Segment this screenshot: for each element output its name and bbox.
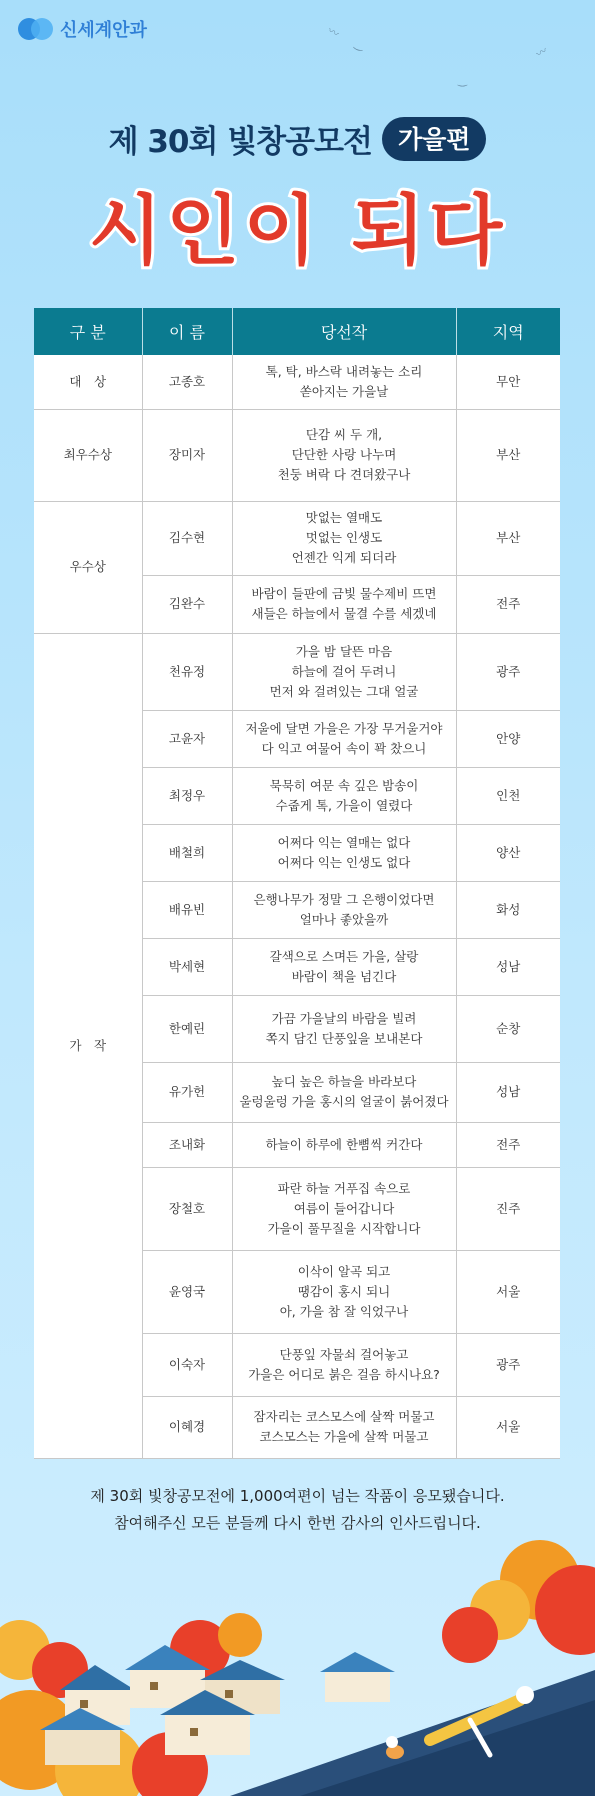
winner-region: 순창 bbox=[456, 995, 560, 1062]
winning-work bbox=[232, 767, 456, 824]
work-line: 먼저 와 걸려있는 그대 얼굴 bbox=[269, 683, 419, 699]
winning-work bbox=[232, 881, 456, 938]
autumn-town-illustration bbox=[0, 1540, 595, 1796]
contest-headline bbox=[0, 116, 595, 161]
work-line: 언젠간 익게 되더라 bbox=[291, 550, 397, 565]
winning-work bbox=[232, 1062, 456, 1122]
work-line: 바람이 책을 넘긴다 bbox=[291, 968, 397, 984]
thank-you-message bbox=[0, 1483, 595, 1537]
winner-name: 박세현 bbox=[142, 938, 232, 995]
work-line: 쏟아지는 가을날 bbox=[299, 383, 389, 399]
table-row bbox=[34, 409, 560, 501]
table-row bbox=[34, 501, 560, 575]
winning-work bbox=[232, 1396, 456, 1458]
award-category: 가 작 bbox=[34, 633, 142, 1458]
work-line: 가을이 풀무질을 시작합니다 bbox=[267, 1220, 421, 1236]
winner-name: 배유빈 bbox=[142, 881, 232, 938]
winners-table bbox=[34, 308, 560, 1459]
winner-region: 양산 bbox=[456, 824, 560, 881]
work-line: 잠자리는 코스모스에 살짝 머물고 bbox=[253, 1409, 435, 1424]
winner-name: 윤영국 bbox=[142, 1250, 232, 1333]
work-line: 파란 하늘 거푸집 속으로 bbox=[277, 1180, 411, 1196]
winning-work bbox=[232, 501, 456, 575]
winning-work bbox=[232, 355, 456, 409]
two-circles-logo-icon bbox=[18, 18, 54, 40]
table-header-row bbox=[34, 308, 560, 355]
work-line: 쪽지 담긴 단풍잎을 보내본다 bbox=[265, 1030, 423, 1046]
brand-logo[interactable] bbox=[18, 16, 147, 42]
work-line: 어쩌다 익는 열매는 없다 bbox=[277, 834, 411, 850]
winning-work bbox=[232, 575, 456, 633]
winner-region: 부산 bbox=[456, 409, 560, 501]
winner-region: 서울 bbox=[456, 1396, 560, 1458]
bird-icon: 〰 bbox=[325, 24, 342, 41]
winner-name: 고종호 bbox=[142, 355, 232, 409]
winning-work bbox=[232, 1250, 456, 1333]
award-category: 최우수상 bbox=[34, 409, 142, 501]
work-line: 울렁울렁 가을 홍시의 얼굴이 붉어졌다 bbox=[239, 1094, 449, 1109]
bird-icon: ‿ bbox=[353, 36, 366, 53]
winning-work bbox=[232, 710, 456, 767]
work-line: 은행나무가 정말 그 은행이었다면 bbox=[253, 891, 435, 907]
winner-region: 전주 bbox=[456, 575, 560, 633]
contest-title: 제 30회 빛창공모전 bbox=[108, 124, 372, 160]
work-line: 멋없는 인생도 bbox=[305, 530, 383, 545]
winner-region: 서울 bbox=[456, 1250, 560, 1333]
winner-region: 광주 bbox=[456, 1333, 560, 1396]
work-line: 톡, 탁, 바스락 내려놓는 소리 bbox=[265, 363, 423, 379]
work-line: 하늘이 하루에 한뼘씩 커간다 bbox=[265, 1136, 423, 1152]
work-line: 저울에 달면 가을은 가장 무거울거야 bbox=[245, 720, 443, 736]
winner-name: 유가헌 bbox=[142, 1062, 232, 1122]
winning-work bbox=[232, 1333, 456, 1396]
main-title: 시인이 되다 bbox=[88, 186, 507, 275]
award-category: 대 상 bbox=[34, 355, 142, 409]
work-line: 이삭이 알곡 되고 bbox=[297, 1263, 391, 1279]
winning-work bbox=[232, 1122, 456, 1167]
winner-name: 이혜경 bbox=[142, 1396, 232, 1458]
winner-region: 진주 bbox=[456, 1167, 560, 1250]
winner-name: 천유정 bbox=[142, 633, 232, 710]
winner-region: 무안 bbox=[456, 355, 560, 409]
winning-work bbox=[232, 633, 456, 710]
winning-work bbox=[232, 995, 456, 1062]
bird-icon: ‿ bbox=[458, 74, 467, 87]
header-category: 구 분 bbox=[34, 308, 142, 355]
work-line: 어쩌다 익는 인생도 없다 bbox=[277, 854, 411, 870]
winner-name: 장철호 bbox=[142, 1167, 232, 1250]
winner-region: 인천 bbox=[456, 767, 560, 824]
work-line: 다 익고 여물어 속이 꽉 찼으니 bbox=[261, 740, 427, 756]
winner-region: 부산 bbox=[456, 501, 560, 575]
winner-name: 배철희 bbox=[142, 824, 232, 881]
winner-name: 김수현 bbox=[142, 501, 232, 575]
winner-name: 장미자 bbox=[142, 409, 232, 501]
thank-you-line-1: 제 30회 빛창공모전에 1,000여편이 넘는 작품이 응모됐습니다. bbox=[90, 1487, 505, 1505]
work-line: 하늘에 걸어 두려니 bbox=[291, 663, 397, 679]
work-line: 땡감이 홍시 되니 bbox=[297, 1283, 391, 1299]
work-line: 아, 가을 참 잘 익었구나 bbox=[279, 1303, 409, 1319]
award-category: 우수상 bbox=[34, 501, 142, 633]
winner-name: 조내화 bbox=[142, 1122, 232, 1167]
work-line: 갈색으로 스며든 가을, 살랑 bbox=[269, 948, 419, 964]
work-line: 묵묵히 여문 속 깊은 밤송이 bbox=[269, 777, 419, 793]
winner-region: 전주 bbox=[456, 1122, 560, 1167]
work-line: 코스모스는 가을에 살짝 머물고 bbox=[259, 1429, 429, 1444]
winning-work bbox=[232, 824, 456, 881]
header-work: 당선작 bbox=[232, 308, 456, 355]
winning-work bbox=[232, 938, 456, 995]
work-line: 바람이 들판에 금빛 물수제비 뜨면 bbox=[251, 586, 437, 601]
winner-region: 광주 bbox=[456, 633, 560, 710]
winner-region: 화성 bbox=[456, 881, 560, 938]
season-badge: 가을편 bbox=[382, 117, 486, 161]
winner-name: 김완수 bbox=[142, 575, 232, 633]
brand-name: 신세계안과 bbox=[60, 20, 147, 41]
winner-name: 한예린 bbox=[142, 995, 232, 1062]
work-line: 수줍게 톡, 가을이 열렸다 bbox=[275, 797, 413, 813]
work-line: 가을은 어디로 붉은 걸음 하시나요? bbox=[248, 1366, 440, 1382]
work-line: 맛없는 열매도 bbox=[305, 510, 383, 525]
winner-region: 성남 bbox=[456, 1062, 560, 1122]
work-line: 여름이 들어갑니다 bbox=[293, 1200, 395, 1216]
work-line: 단감 씨 두 개, bbox=[305, 427, 383, 442]
winner-name: 고윤자 bbox=[142, 710, 232, 767]
thank-you-line-2: 참여해주신 모든 분들께 다시 한번 감사의 인사드립니다. bbox=[114, 1514, 481, 1532]
work-line: 천둥 벼락 다 견뎌왔구나 bbox=[277, 467, 411, 482]
header-region: 지역 bbox=[456, 308, 560, 355]
work-line: 단단한 사랑 나누며 bbox=[291, 447, 397, 462]
winner-name: 최정우 bbox=[142, 767, 232, 824]
table-row bbox=[34, 355, 560, 409]
work-line: 단풍잎 자물쇠 걸어놓고 bbox=[279, 1346, 409, 1362]
winner-region: 안양 bbox=[456, 710, 560, 767]
table-row bbox=[34, 633, 560, 710]
winner-name: 이숙자 bbox=[142, 1333, 232, 1396]
header-name: 이 름 bbox=[142, 308, 232, 355]
work-line: 가끔 가을날의 바람을 빌려 bbox=[271, 1010, 417, 1026]
work-line: 높디 높은 하늘을 바라보다 bbox=[271, 1074, 417, 1089]
winner-region: 성남 bbox=[456, 938, 560, 995]
winning-work bbox=[232, 1167, 456, 1250]
winning-work bbox=[232, 409, 456, 501]
work-line: 가을 밤 달뜬 마음 bbox=[295, 643, 393, 659]
bird-icon: 〰 bbox=[533, 44, 550, 61]
work-line: 새들은 하늘에서 물결 수를 세겠네 bbox=[251, 606, 437, 621]
work-line: 얼마나 좋았을까 bbox=[299, 911, 389, 927]
